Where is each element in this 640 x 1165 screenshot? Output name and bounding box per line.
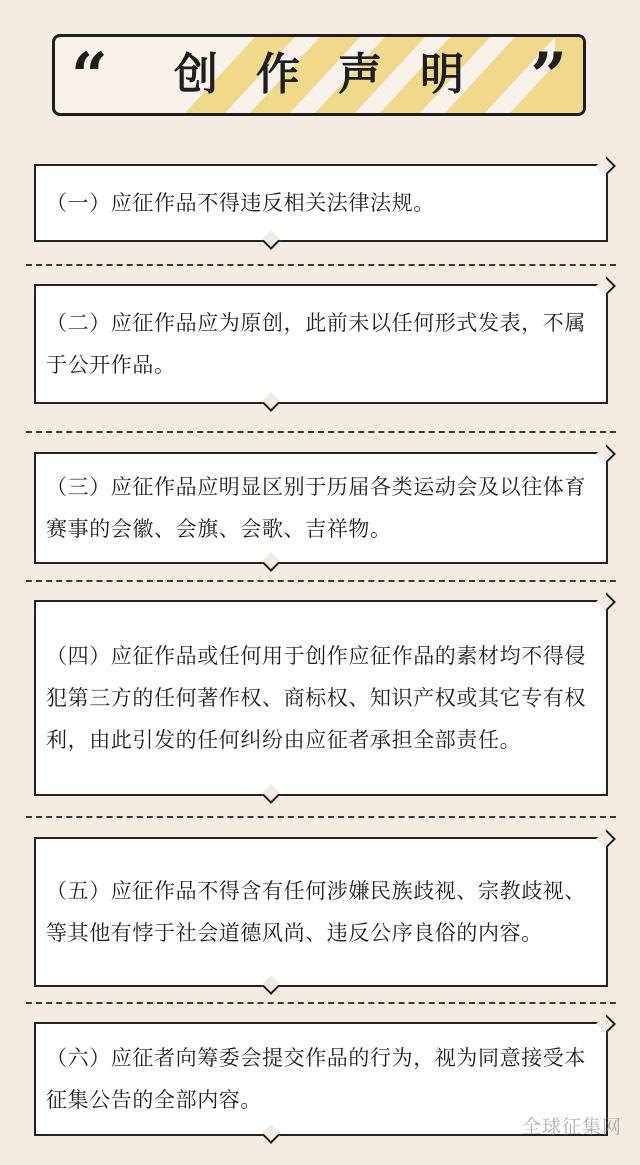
page-title: 创作声明 <box>174 49 502 100</box>
close-quote-icon: ” <box>530 39 567 114</box>
clause-text: （六）应征者向筹委会提交作品的行为，视为同意接受本征集公告的全部内容。 <box>46 1046 586 1112</box>
corner-notch-icon <box>261 230 281 250</box>
corner-notch-icon <box>596 444 616 464</box>
clause-text: （一）应征作品不得违反相关法律法规。 <box>46 191 435 215</box>
clause-box-4 <box>34 600 608 796</box>
corner-notch-icon <box>596 276 616 296</box>
open-quote-icon: “ <box>71 39 108 114</box>
corner-notch-icon <box>261 975 281 995</box>
dashed-divider <box>26 580 616 582</box>
corner-notch-icon <box>261 552 281 572</box>
clause-text: （五）应征作品不得含有任何涉嫌民族歧视、宗教歧视、等其他有悖于社会道德风尚、违反公序良俗的内容。 <box>46 879 586 945</box>
corner-notch-icon <box>596 156 616 176</box>
corner-notch-icon <box>596 829 616 849</box>
corner-notch-icon <box>596 1014 616 1034</box>
clause-box-2 <box>34 284 608 404</box>
watermark: 全球征集网 <box>521 1116 622 1138</box>
clause-text: （四）应征作品或任何用于创作应征作品的素材均不得侵犯第三方的任何著作权、商标权、知识产权或其它专有权利，由此引发的任何纠纷由应征者承担全部责任。 <box>46 644 586 752</box>
dashed-divider <box>26 1002 616 1004</box>
clause-box-5 <box>34 837 608 987</box>
corner-notch-icon <box>261 392 281 412</box>
dashed-divider <box>26 816 616 818</box>
clause-text: （二）应征作品应为原创，此前未以任何形式发表，不属于公开作品。 <box>46 311 586 377</box>
dashed-divider <box>26 264 616 266</box>
dashed-divider <box>26 431 616 433</box>
corner-notch-icon <box>261 784 281 804</box>
clause-box-3 <box>34 452 608 564</box>
banner-title-wrap <box>55 37 583 113</box>
corner-notch-icon <box>261 1124 281 1144</box>
clause-text: （三）应征作品应明显区别于历届各类运动会及以往体育赛事的会徽、会旗、会歌、吉祥物。 <box>46 475 586 541</box>
header-banner <box>52 34 586 116</box>
clause-box-1 <box>34 164 608 242</box>
corner-notch-icon <box>596 592 616 612</box>
